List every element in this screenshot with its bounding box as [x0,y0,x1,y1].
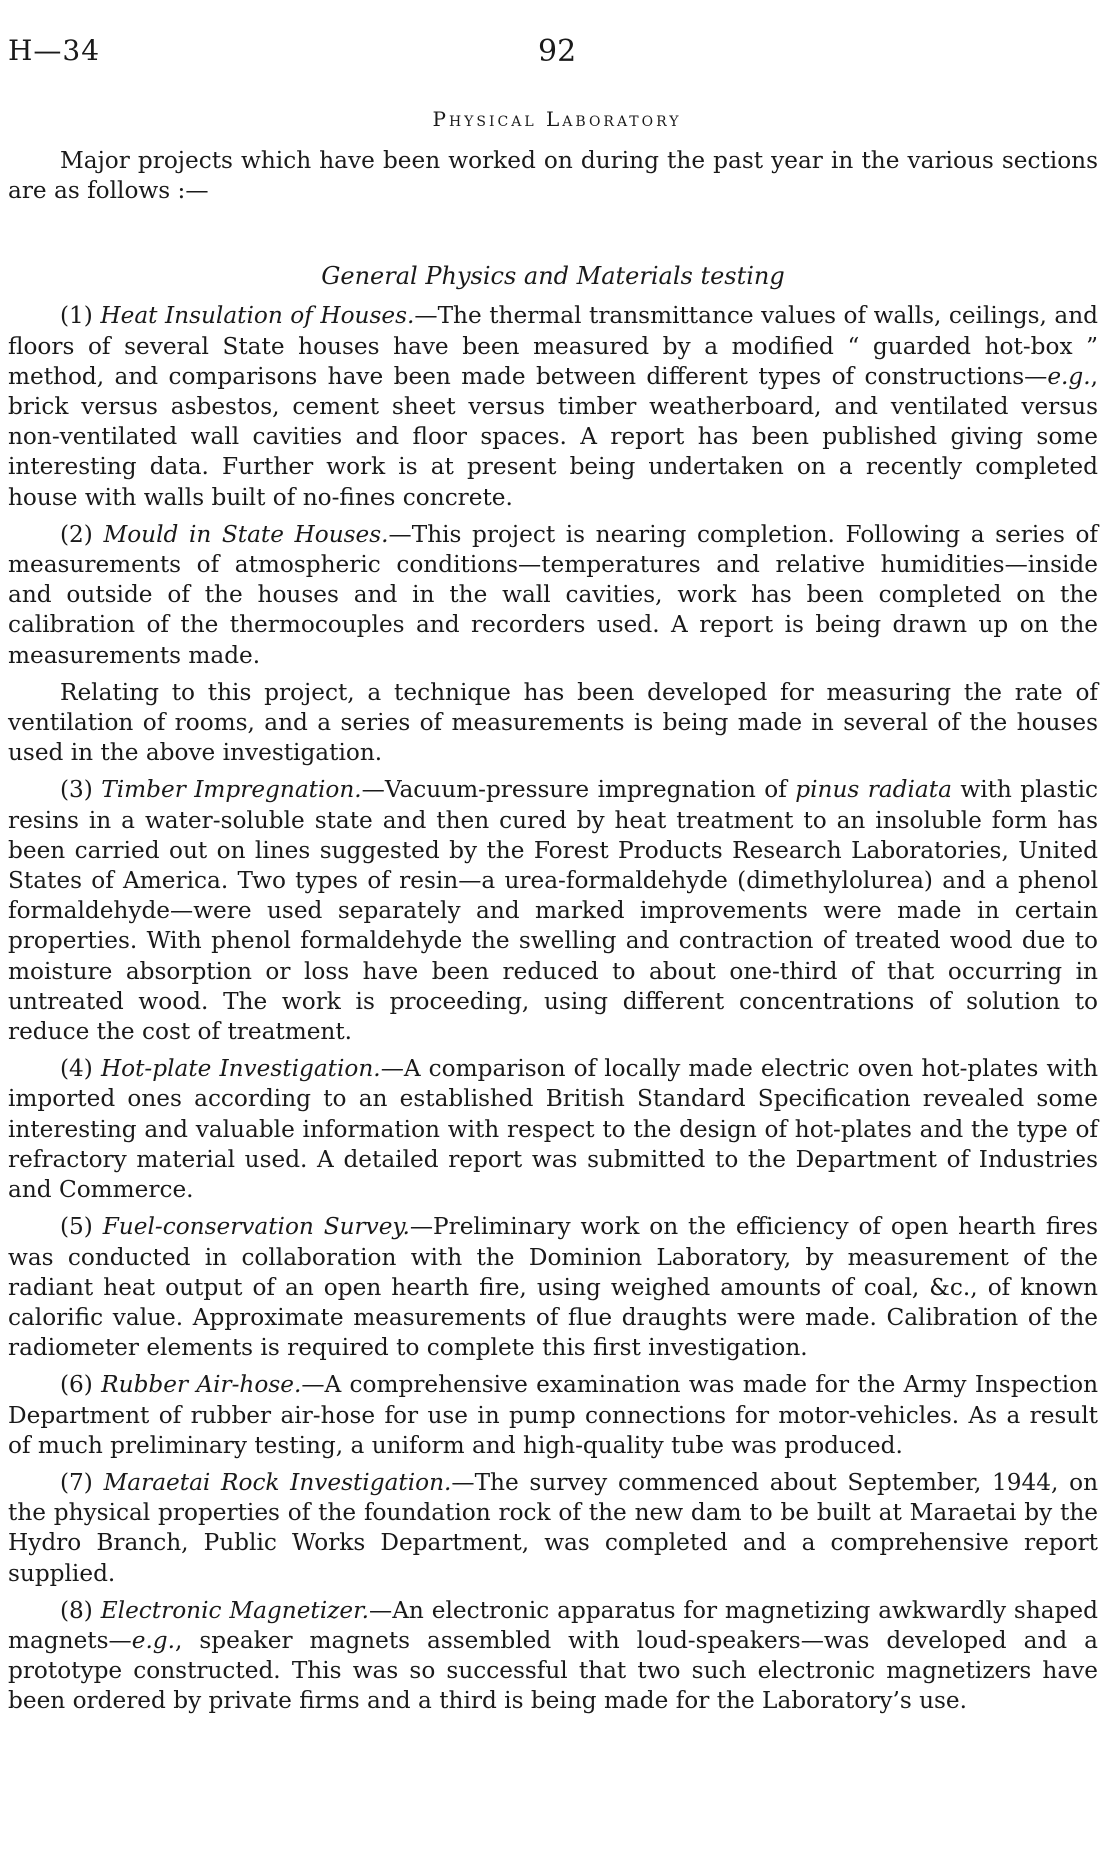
item-title: Heat Insulation of Houses. [100,302,415,330]
item-number: (7) [60,1468,93,1496]
eg-abbreviation: e.g. [1047,362,1091,390]
item-text: —An electronic apparatus for magnetizing awkwardly shaped magnets— [8,1596,1099,1654]
item-text: —A comparison of locally made electric oven hot-plates with imported ones according to an established British Standard Specification revealed some interesting and valuable information with respect to the design of hot-plates and the type of refractory material used. A detailed report was submitted to the Department of Industries and Commerce. [8,1055,1099,1204]
intro-paragraph: Major projects which have been worked on during the past year in the various sections are as follows :— [8,147,1098,205]
item-title: Maraetai Rock Investigation. [103,1468,452,1496]
paragraph-fuel-conservation [8,1212,1098,1363]
paragraph-rubber-hose [8,1370,1098,1461]
item-title: Fuel-conservation Survey. [102,1213,410,1241]
item-number: (3) [60,776,93,804]
species-name: pinus radiata [795,776,952,804]
paragraph-maraetai-rock [8,1468,1098,1589]
item-number: (5) [60,1213,93,1241]
item-title: Timber Impregnation. [101,776,362,804]
item-text: —This project is nearing completion. Following a series of measurements of atmospheric conditions—temperatures and relative humidities—inside and outside of the houses and in the wall cavities, work has been completed on the calibration of the thermocouples and recorders used. A report is being drawn up on the measurements made. [8,520,1098,669]
item-text-continued: with plastic resins in a water-soluble state and then cured by heat treatment to an insoluble form has been carried out on lines suggested by the Forest Products Research Laboratories, United States of America. Two types of resin—a urea-formaldehyde (dimethylolurea) and a phenol formaldehyde—were used separately and marked improvements were made in certain properties. With phenol formaldehyde the swelling and contraction of treated wood due to moisture absorption or loss have been reduced to about one-third of that occurring in untreated wood. The work is proceeding, using different concentrations of solution to reduce the cost of treatment. [8,776,1098,1046]
item-text: —Vacuum-pressure impregnation of [361,776,796,804]
paragraph-hot-plate [8,1054,1098,1205]
paragraph-timber [8,775,1098,1047]
document-reference: H—34 [8,34,101,67]
subsection-title: General Physics and Materials testing [321,262,785,291]
paragraph-mould [8,520,1098,671]
item-title: Mould in State Houses. [103,520,389,548]
item-title: Electronic Magnetizer. [100,1596,369,1624]
eg-abbreviation: e.g. [131,1626,176,1654]
page-number: 92 [538,34,577,69]
item-text: —The survey commenced about September, 1944, on the physical properties of the foundation rock of the new dam to be built at Maraetai by the Hydro Branch, Public Works Department, was completed and a comprehensive report supplied. [8,1468,1099,1587]
paragraph-heat-insulation [8,301,1098,512]
item-number: (1) [60,302,93,330]
section-title: Physical Laboratory [432,107,682,131]
item-text-continued: , speaker magnets assembled with loud-speakers—was developed and a prototype constructed. This was so successful that two such electronic magnetizers have been ordered by private firms and a third is being made for the Laboratory’s use. [8,1626,1098,1715]
item-number: (2) [60,520,93,548]
item-text: —A comprehensive examination was made for the Army Inspection Department of rubber air-hose for use in pump connections for motor-vehicles. As a result of much preliminary testing, a uniform and high-quality tube was produced. [8,1371,1098,1459]
item-text: —Preliminary work on the efficiency of open hearth fires was conducted in collaboration with the Dominion Laboratory, by measurement of the radiant heat output of an open hearth fire, using weighed amounts of coal, &c., of known calorific value. Approximate measurements of flue draughts were made. Calibration of the radiometer elements is required to complete this first investigation. [8,1213,1098,1362]
item-number: (6) [60,1371,93,1399]
item-text: —The thermal transmittance values of walls, ceilings, and floors of several State houses have been measured by a modified “ guarded hot-box ” method, and comparisons have been made between different types of constructions— [8,302,1099,390]
item-number: (8) [60,1596,93,1624]
paragraph-ventilation: Relating to this project, a technique has been developed for measuring the rate of ventilation of rooms, and a series of measurements is being made in several of the houses used in the above investigation. [8,678,1098,767]
item-title: Hot-plate Investigation. [100,1055,381,1083]
body-column [8,146,1098,1717]
item-title: Rubber Air-hose. [101,1371,302,1399]
paragraph-electronic-magnetizer [8,1596,1098,1717]
item-number: (4) [60,1055,93,1083]
item-text-continued: , brick versus asbestos, cement sheet versus timber weatherboard, and ventilated versus non-ventilated wall cavities and floor spaces. A report has been published giving some interesting data. Further work is at present being undertaken on a recently completed house with walls built of no-fines concrete. [8,362,1098,511]
